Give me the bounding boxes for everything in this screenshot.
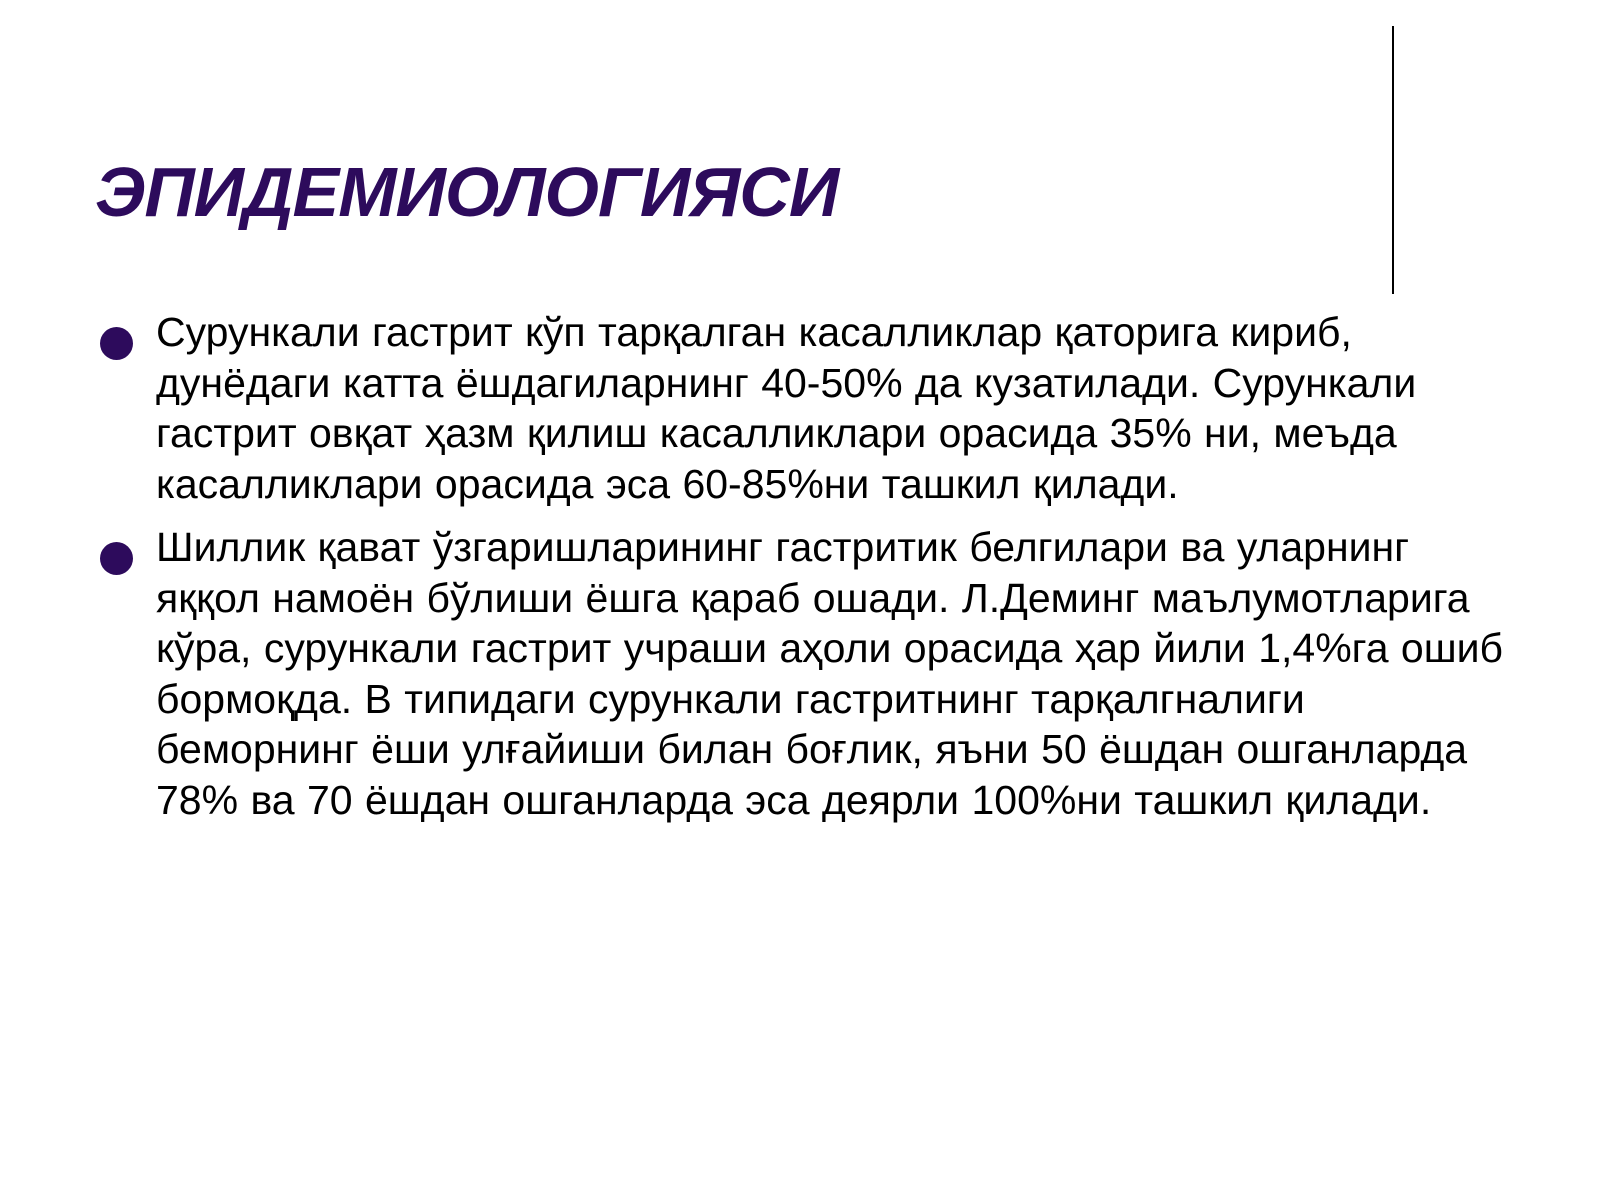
- bullet-list: [96, 307, 1516, 838]
- bullet-dot-icon: [100, 327, 133, 360]
- slide-title: ЭПИДЕМИОЛОГИЯСИ: [95, 153, 839, 231]
- vertical-divider-line: [1392, 26, 1394, 294]
- bullet-item: [96, 522, 1516, 825]
- bullet-dot-icon: [100, 542, 133, 575]
- bullet-text: Сурункали гастрит кўп тарқалган касалликлар қаторига кириб, дунёдаги катта ёшдагиларнинг 40-50% да кузатилади. Сурункали гастрит овқат ҳазм қилиш касалликлари орасида 35% ни, меъда касалликлари орасида эса 60-85%ни ташкил қилади.: [156, 309, 1417, 507]
- bullet-text: Шиллик қават ўзгаришларининг гастритик белгилари ва уларнинг яққол намоён бўлиши ёшга қараб ошади. Л.Деминг маълумотларига кўра, сурункали гастрит учраши аҳоли орасида ҳар йили 1,4%га ошиб бормоқда. В типидаги сурункали гастритнинг тарқалгналиги беморнинг ёши улғайиши билан боғлик, яъни 50 ёшдан ошганларда 78% ва 70 ёшдан ошганларда эса деярли 100%ни ташкил қилади.: [156, 524, 1504, 823]
- bullet-item: [96, 307, 1516, 509]
